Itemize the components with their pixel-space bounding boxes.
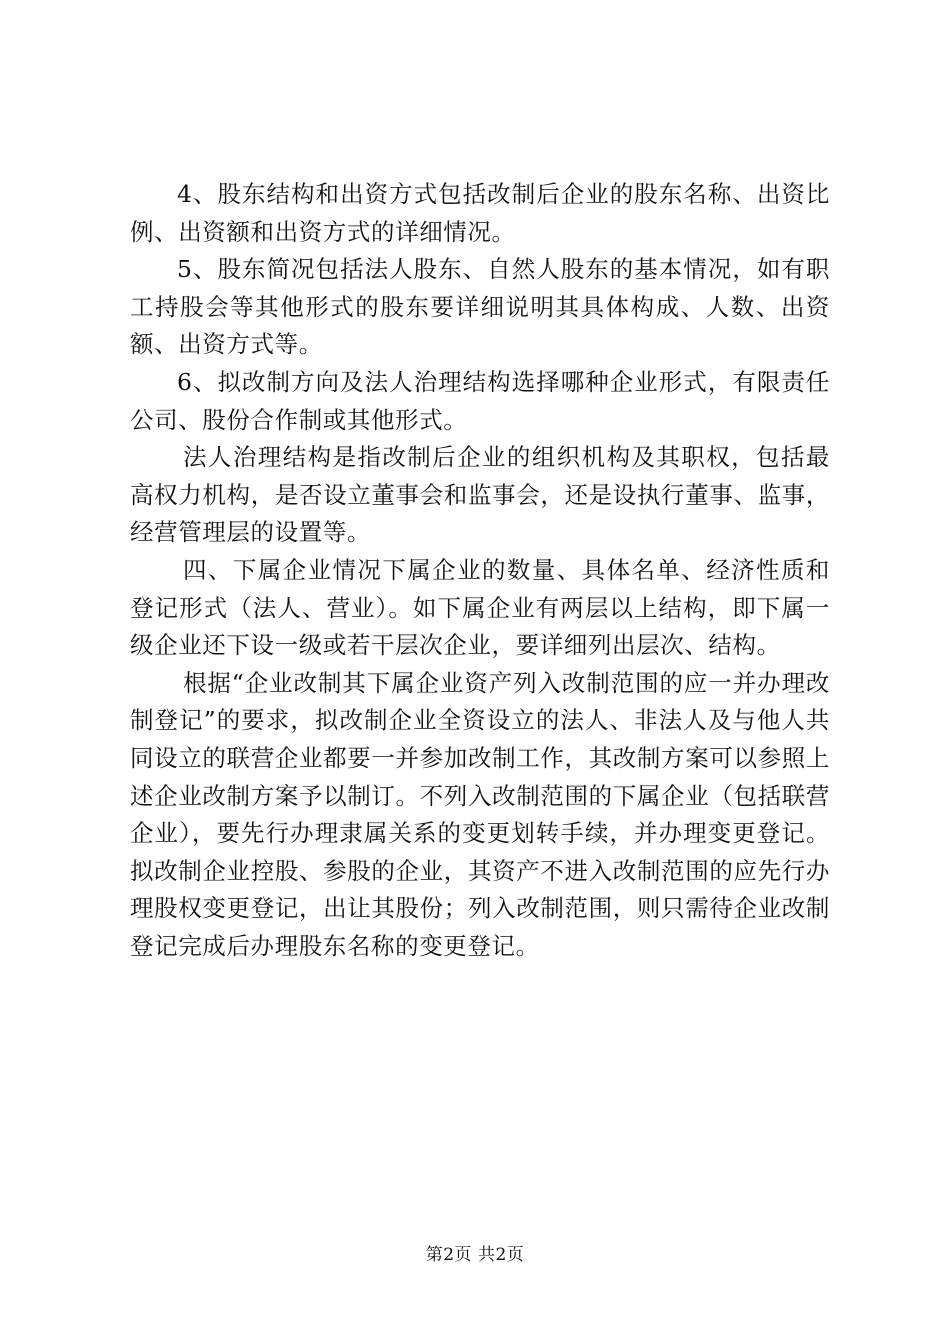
document-body	[130, 176, 830, 965]
paragraph-subsidiaries: 四、下属企业情况下属企业的数量、具体名单、经济性质和登记形式（法人、营业）。如下属企业有两层以上结构，即下属一级企业还下设一级或若干层次企业，要详细列出层次、结构。	[130, 555, 830, 660]
paragraph-corporate-governance: 法人治理结构是指改制后企业的组织机构及其职权，包括最高权力机构，是否设立董事会和监事会，还是设执行董事、监事，经营管理层的设置等。	[130, 443, 830, 547]
paragraph-subsidiary-registration: 根据“企业改制其下属企业资产列入改制范围的应一并办理改制登记”的要求，拟改制企业全资设立的法人、非法人及与他人共同设立的联营企业都要一并参加改制工作，其改制方案可以参照上述企业改制方案予以制订。不列入改制范围的下属企业（包括联营企业），要先行办理隶属关系的变更划转手续，并办理变更登记。拟改制企业控股、参股的企业，其资产不进入改制范围的应先行办理股权变更登记，出让其股份；列入改制范围，则只需待企业改制登记完成后办理股东名称的变更登记。	[130, 668, 830, 960]
paragraph-shareholder-structure: 4、股东结构和出资方式包括改制后企业的股东名称、出资比例、出资额和出资方式的详细情况。	[130, 180, 830, 246]
paragraph-shareholder-profile: 5、股东简况包括法人股东、自然人股东的基本情况，如有职工持股会等其他形式的股东要详细说明其具体构成、人数、出资额、出资方式等。	[130, 255, 830, 359]
page-number-footer: 第2页 共2页	[425, 1245, 525, 1265]
paragraph-restructuring-direction: 6、拟改制方向及法人治理结构选择哪种企业形式，有限责任公司、股份合作制或其他形式。	[130, 367, 830, 434]
